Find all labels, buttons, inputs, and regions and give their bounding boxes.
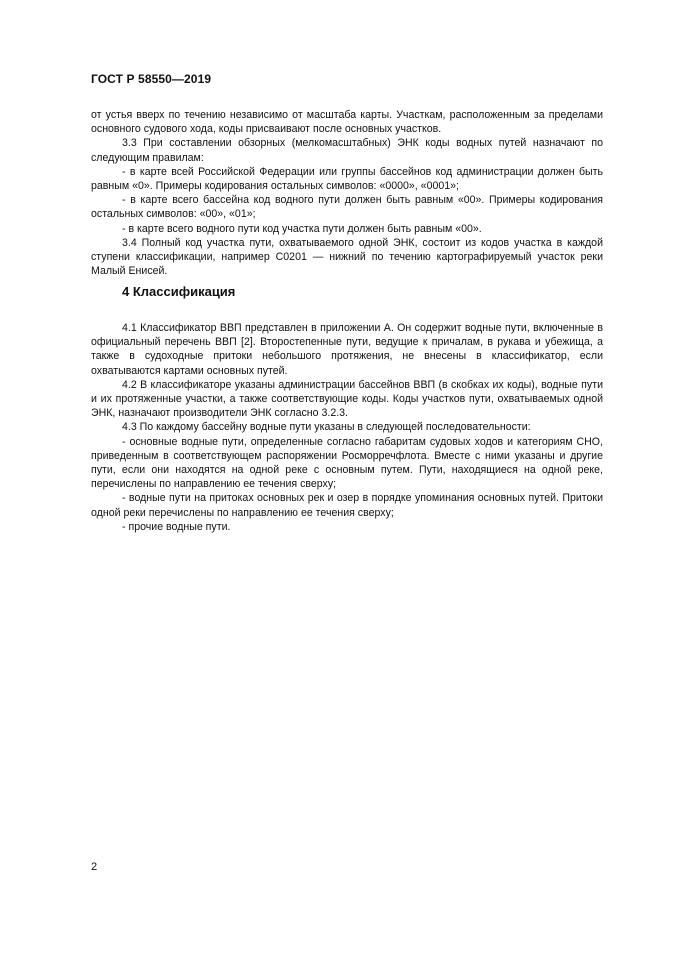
section-4-text	[91, 321, 603, 534]
page-number: 2	[91, 861, 98, 873]
paragraph-continuation: от устья вверх по течению независимо от масштаба карты. Участкам, расположенным за пределами основного судового хода, коды присваивают после основных участков.	[91, 109, 603, 136]
bullet-4-3-3: - прочие водные пути.	[122, 520, 231, 533]
section-3-text	[91, 108, 603, 278]
section-4-title: 4 Классификация	[122, 284, 236, 299]
paragraph-4-3: 4.3 По каждому бассейну водные пути указаны в следующей последовательности:	[122, 421, 531, 434]
bullet-4-3-2: - водные пути на притоках основных рек и озер в порядке упоминания основных путей. Притоки одной реки перечислены по направлению ее течения сверху;	[91, 492, 603, 519]
document-header-id: ГОСТ Р 58550—2019	[91, 72, 212, 86]
paragraph-4-1: 4.1 Классификатор ВВП представлен в приложении А. Он содержит водные пути, включенные в официальный перечень ВВП [2]. Второстепенные пути, ведущие к причалам, в рукава и убежища, а также в судоходные притоки небольшого протяжения, не внесены в классификатор, если охватываются картами основных путей.	[91, 322, 603, 377]
paragraph-3-3: 3.3 При составлении обзорных (мелкомасштабных) ЭНК коды водных путей назначают по следующим правилам:	[91, 137, 603, 164]
paragraph-3-4: 3.4 Полный код участка пути, охватываемого одной ЭНК, состоит из кодов участка в каждой ступени классификации, например С0201 — нижний по течению картографируемый участок реки Малый Енисей.	[91, 236, 603, 278]
bullet-3-3-2: - в карте всего бассейна код водного пути должен быть равным «00». Примеры кодирования остальных символов: «00», «01»;	[91, 194, 603, 221]
bullet-3-3-3: - в карте всего водного пути код участка пути должен быть равным «00».	[122, 222, 482, 235]
paragraph-4-2: 4.2 В классификаторе указаны администрации бассейнов ВВП (в скобках их коды), водные пути и их протяженные участки, а также соответствующие коды. Коды участков пути, охватываемых одной ЭНК, назначают производители ЭНК согласно 3.2.3.	[91, 378, 603, 420]
bullet-4-3-1: - основные водные пути, определенные согласно габаритам судовых ходов и категориям СНО, приведенным в соответствующем распоряжении Росморречфлота. Вместе с ними указаны и другие пути, если они находятся на одной реке с основным путем. Пути, находящиеся на одной реке, перечислены по направлению ее течения сверху;	[91, 435, 603, 491]
bullet-3-3-1: - в карте всей Российской Федерации или группы бассейнов код администрации должен быть равным «0». Примеры кодирования остальных символов: «0000», «0001»;	[91, 165, 603, 193]
